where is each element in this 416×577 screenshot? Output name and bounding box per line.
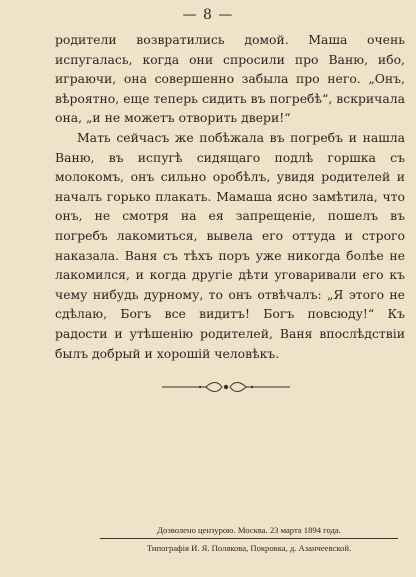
body-text <box>55 30 405 363</box>
censorship-note: Дозволено цензурою. Москва. 23 марта 1894 года. <box>157 525 341 535</box>
decorative-divider <box>160 380 292 394</box>
footer-rule <box>100 538 398 539</box>
imprint-footer <box>100 525 398 553</box>
paragraph-continued: родители возвратились домой. Маша очень испугалась, когда они спросили про Ваню, ибо, играючи, она совершенно забыла про него. „Онъ, вѣроятно, еще теперь сидить въ погребѣ“, вскричала она, „и не можетъ отворить двери!“ <box>55 32 405 126</box>
printer-note: Типографія И. Я. Полякова, Покровка, д. Азанчеевской. <box>146 543 352 553</box>
page-number: — 8 — <box>182 7 234 23</box>
paragraph: Мать сейчасъ же побѣжала въ погребъ и нашла Ваню, въ испугѣ сидящаго подлѣ горшка съ молокомъ, онъ сильно оробѣлъ, увидя родителей и началъ горько плакать. Мамаша ясно замѣтила, что онъ, не смотря на ея запрещеніе, пошелъ въ погребъ лакомиться, вывела его оттуда и строго наказала. Ваня съ тѣхъ поръ уже никогда болѣе не лакомился, и когда другіе дѣти уговаривали его къ чему нибудь дурному, то онъ отвѣчалъ: „Я этого не сдѣлаю, Богъ все видитъ! Богъ повсюду!“ Къ радости и утѣшенію родителей, Ваня впослѣдствіи былъ добрый и хорошій человѣкъ. <box>55 129 405 361</box>
